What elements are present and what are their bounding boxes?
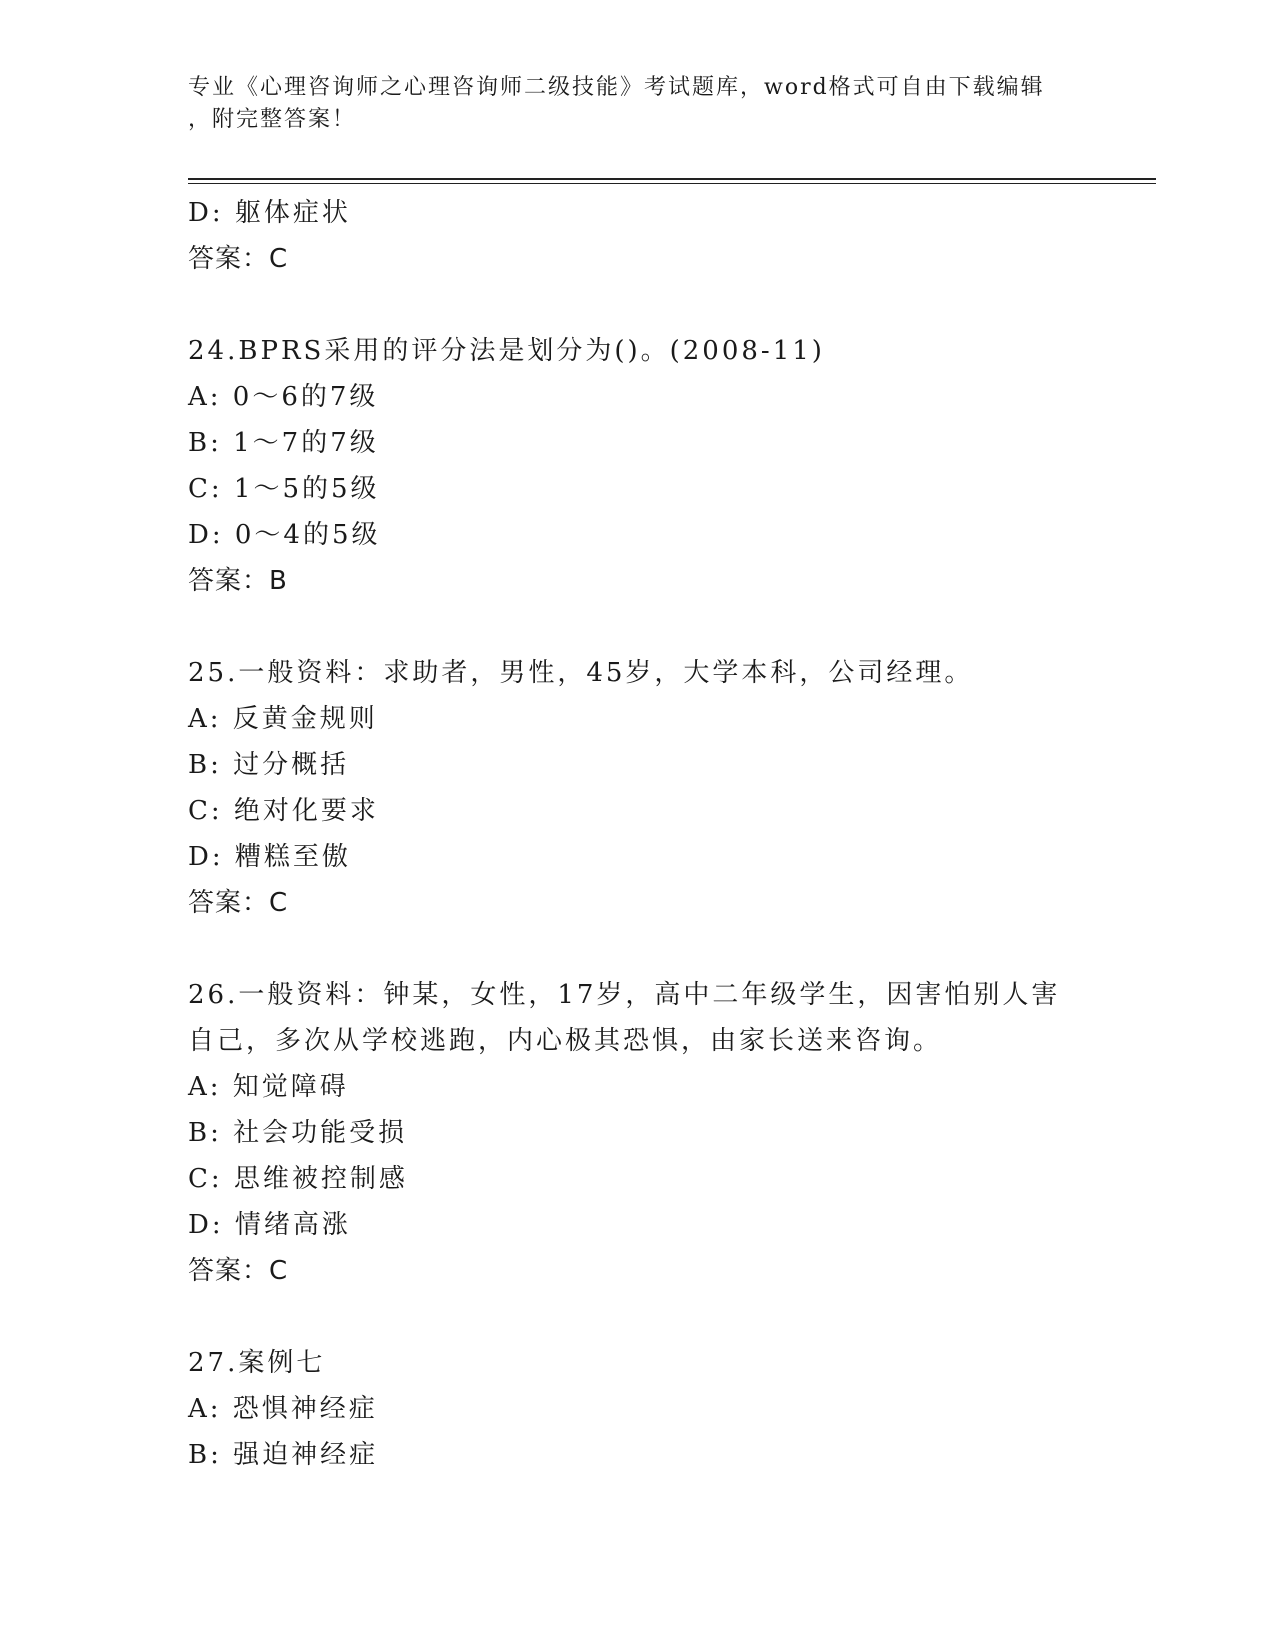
- header-rule-thin: [188, 183, 1156, 184]
- option-d: D: 糟糕至傲: [188, 842, 351, 872]
- question-25: [188, 650, 1088, 926]
- answer: 答案：C: [188, 1256, 289, 1286]
- header-line-1: 专业《心理咨询师之心理咨询师二级技能》考试题库，word格式可自由下载编辑: [188, 75, 1045, 100]
- header-line-2: ，附完整答案！: [188, 107, 357, 132]
- question-stem: 27.案例七: [188, 1348, 326, 1378]
- option-a: A: 0～6的7级: [188, 382, 379, 412]
- option-d: D: 0～4的5级: [188, 520, 381, 550]
- question-list: [188, 190, 1088, 1478]
- question-24: [188, 328, 1088, 604]
- option-b: B: 1～7的7级: [188, 428, 379, 458]
- document-header: [188, 72, 1068, 136]
- question-stem: 25.一般资料：求助者，男性，45岁，大学本科，公司经理。: [188, 658, 974, 688]
- option-b: B: 过分概括: [188, 750, 350, 780]
- prev-option-d: D: 躯体症状: [188, 198, 351, 228]
- answer: 答案：C: [188, 888, 289, 918]
- header-rule: [188, 178, 1156, 180]
- answer: 答案：B: [188, 566, 288, 596]
- option-a: A: 恐惧神经症: [188, 1394, 378, 1424]
- option-b: B: 社会功能受损: [188, 1118, 408, 1148]
- question-stem: 26.一般资料：钟某，女性，17岁，高中二年级学生，因害怕别人害自己，多次从学校逃跑，内心极其恐惧，由家长送来咨询。: [188, 980, 1061, 1056]
- option-d: D: 情绪高涨: [188, 1210, 351, 1240]
- question-27: [188, 1340, 1088, 1478]
- prev-answer: 答案：C: [188, 244, 289, 274]
- option-b: B: 强迫神经症: [188, 1440, 379, 1470]
- option-c: C: 1～5的5级: [188, 474, 380, 504]
- option-c: C: 绝对化要求: [188, 796, 379, 826]
- question-stem: 24.BPRS采用的评分法是划分为()。(2008-11): [188, 336, 825, 366]
- option-c: C: 思维被控制感: [188, 1164, 408, 1194]
- question-26: [188, 972, 1088, 1294]
- option-a: A: 知觉障碍: [188, 1072, 349, 1102]
- option-a: A: 反黄金规则: [188, 704, 378, 734]
